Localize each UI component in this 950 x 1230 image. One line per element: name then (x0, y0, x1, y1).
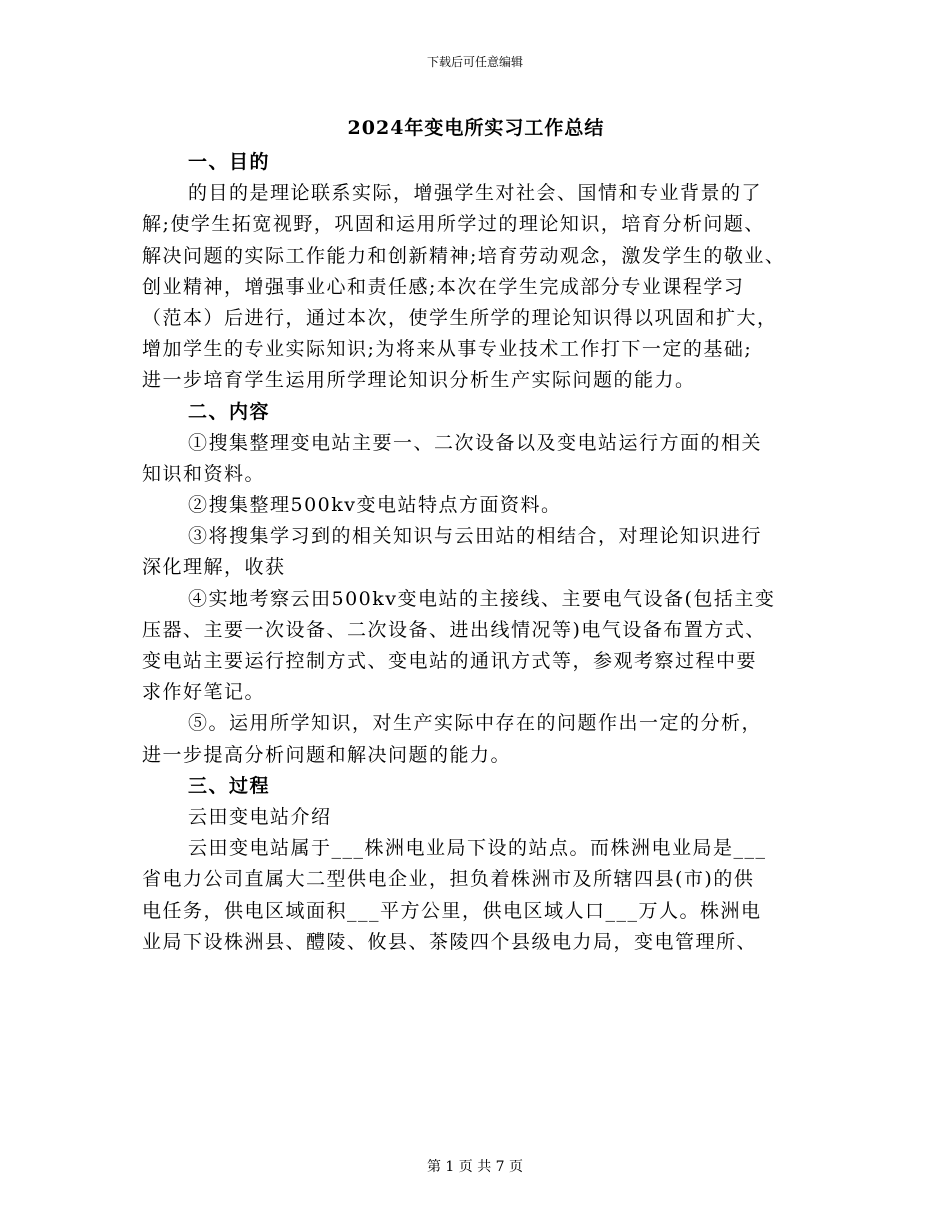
text-line: ⑤。运用所学知识，对生产实际中存在的问题作出一定的分析， (188, 712, 763, 735)
text-line: 电任务，供电区域面积___平方公里，供电区域人口___万人。株洲电 (142, 899, 762, 922)
document-title: 2024年变电所实习工作总结 (347, 117, 605, 139)
body-text (142, 147, 810, 958)
text-line: 增加学生的专业实际知识;为将来从事专业技术工作打下一定的基础; (142, 338, 753, 361)
text-line: 业局下设株洲县、醴陵、攸县、茶陵四个县级电力局，变电管理所、 (142, 930, 758, 953)
text-line: 深化理解，收获 (142, 556, 286, 579)
text-line: 的目的是理论联系实际，增强学生对社会、国情和专业背景的了 (188, 182, 763, 205)
text-line: 创业精神，增强事业心和责任感;本次在学生完成部分专业课程学习 (142, 275, 745, 298)
page-footer: 第 1 页 共 7 页 (426, 1159, 524, 1175)
page-header: 下载后可任意编辑 (426, 55, 523, 69)
text-line: ①搜集整理变电站主要一、二次设备以及变电站运行方面的相关 (188, 431, 763, 454)
text-line: 变电站主要运行控制方式、变电站的通讯方式等，参观考察过程中要 (142, 650, 758, 672)
text-line: 求作好笔记。 (142, 681, 266, 704)
text-line: 进一步提高分析问题和解决问题的能力。 (142, 743, 512, 766)
text-line: ③将搜集学习到的相关知识与云田站的相结合，对理论知识进行 (188, 525, 763, 548)
text-line: 知识和资料。 (142, 462, 266, 485)
text-line: ④实地考察云田500kv变电站的主接线、主要电气设备(包括主变 (188, 587, 776, 610)
section-heading: 二、内容 (188, 400, 271, 423)
text-line: 解;使学生拓宽视野，巩固和运用所学过的理论知识，培育分析问题、 (142, 213, 765, 236)
section-heading: 三、过程 (188, 774, 271, 797)
text-line: 云田变电站属于___株洲电业局下设的站点。而株洲电业局是___ (188, 837, 767, 860)
text-line: （范本）后进行，通过本次，使学生所学的理论知识得以巩固和扩大， (142, 306, 778, 329)
text-line: 解决问题的实际工作能力和创新精神;培育劳动观念，激发学生的敬业、 (142, 244, 786, 267)
text-line: 省电力公司直属大二型供电企业，担负着株洲市及所辖四县(市)的供 (142, 868, 755, 891)
text-line: 云田变电站介绍 (188, 805, 332, 828)
text-line: 压器、主要一次设备、二次设备、进出线情况等)电气设备布置方式、 (142, 618, 766, 641)
document-body (142, 113, 810, 958)
text-line: ②搜集整理500kv变电站特点方面资料。 (188, 494, 562, 517)
section-heading: 一、目的 (188, 151, 271, 173)
text-line: 进一步培育学生运用所学理论知识分析生产实际问题的能力。 (142, 369, 696, 392)
